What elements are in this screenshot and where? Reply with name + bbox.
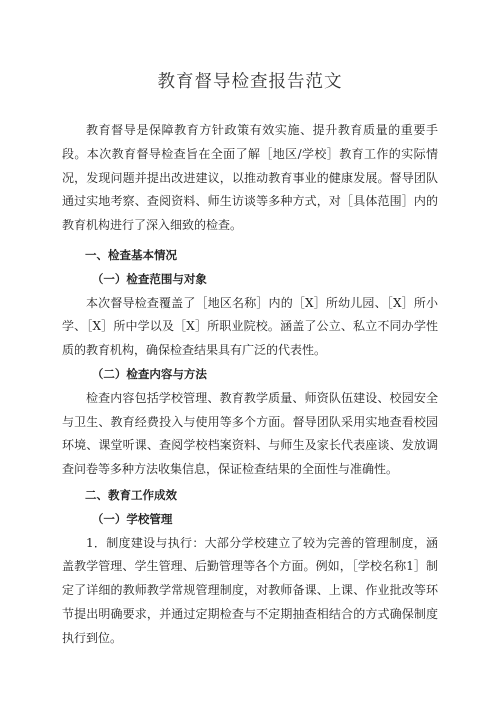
list-item-2-1-1: 1．制度建设与执行：大部分学校建立了较为完善的管理制度，涵盖教学管理、学生管理、后勤管理等各个方面。例如，［学校名称1］制定了详细的教师教学常规管理制度，对教师备课、上课、作业批改等环节提出明确要求，并通过定期检查与不定期抽查相结合的方式确保制度执行到位。 [62,535,438,645]
subsection-heading-1-1: （一）检查范围与对象 [91,271,207,286]
subsection-heading-1-2: （二）检查内容与方法 [91,366,207,381]
subsection-paragraph-1-1: 本次督导检查覆盖了［地区名称］内的［X］所幼儿园、［X］所小学、［X］所中学以及［X］所职业院校。涵盖了公立、私立不同办学性质的教育机构，确保检查结果具有广泛的代表性。 [62,295,438,358]
subsection-heading-2-1: （一）学校管理 [91,511,173,526]
intro-paragraph: 教育督导是保障教育方针政策有效实施、提升教育质量的重要手段。本次教育督导检查旨在全面了解［地区/学校］教育工作的实际情况，发现问题并提出改进建议，以推动教育事业的健康发展。督导团队通过实地考察、查阅资料、师生访谈等多种方式，对［具体范围］内的教育机构进行了深入细致的检查。 [62,123,438,233]
section-heading-1: 一、检查基本情况 [85,247,177,262]
page-title: 教育督导检查报告范文 [157,72,343,92]
section-heading-2: 二、教育工作成效 [85,487,177,502]
subsection-paragraph-1-2: 检查内容包括学校管理、教育教学质量、师资队伍建设、校园安全与卫生、教育经费投入与使用等多个方面。督导团队采用实地查看校园环境、课堂听课、查阅学校档案资料、与师生及家长代表座谈、发放调查问卷等多种方法收集信息，保证检查结果的全面性与准确性。 [62,390,438,477]
